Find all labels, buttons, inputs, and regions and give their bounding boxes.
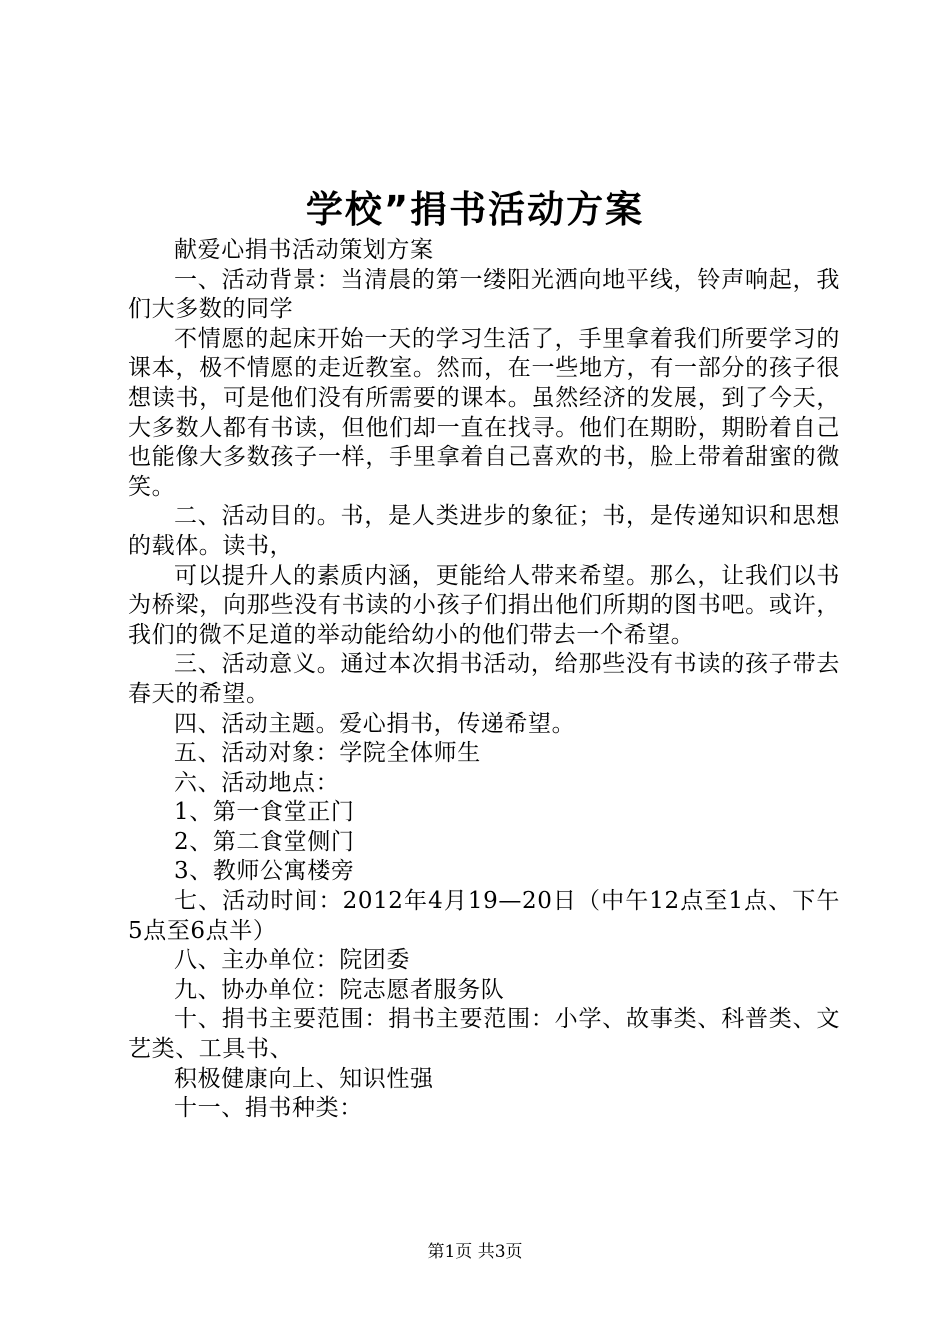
list-item: 1、第一食堂正门 bbox=[174, 799, 355, 826]
paragraph: 不情愿的起床开始一天的学习生活了，手里拿着我们所要学习的课本，极不情愿的走近教室。然而，在一些地方，有一部分的孩子很想读书，可是他们没有所需要的课本。虽然经济的发展，到了今天，大多数人都有书读，但他们却一直在找寻。他们在期盼，期盼着自己也能像大多数孩子一样，手里拿着自己喜欢的书，脸上带着甜蜜的微笑。 bbox=[128, 325, 840, 500]
document-title: 学校”捐书活动方案 bbox=[305, 188, 645, 231]
paragraph: 六、活动地点： bbox=[174, 769, 340, 796]
page-number-footer: 第1页 共3页 bbox=[427, 1242, 523, 1262]
paragraph: 积极健康向上、知识性强 bbox=[174, 1065, 434, 1092]
paragraph: 一、活动背景：当清晨的第一缕阳光洒向地平线，铃声响起，我们大多数的同学 bbox=[128, 266, 840, 323]
paragraph: 七、活动时间：2012年4月19—20日（中午12点至1点、下午5点至6点半） bbox=[128, 888, 840, 944]
paragraph: 十一、捐书种类： bbox=[174, 1095, 363, 1122]
paragraph: 八、主办单位：院团委 bbox=[174, 947, 410, 974]
paragraph: 十、捐书主要范围：捐书主要范围：小学、故事类、科普类、文艺类、工具书、 bbox=[128, 1006, 840, 1063]
paragraph: 二、活动目的。书，是人类进步的象征；书，是传递知识和思想的载体。读书， bbox=[128, 503, 840, 559]
paragraph: 三、活动意义。通过本次捐书活动，给那些没有书读的孩子带去春天的希望。 bbox=[128, 651, 840, 707]
paragraph: 四、活动主题。爱心捐书，传递希望。 bbox=[174, 710, 576, 737]
paragraph: 五、活动对象：学院全体师生 bbox=[174, 740, 481, 767]
paragraph: 九、协办单位：院志愿者服务队 bbox=[174, 976, 505, 1003]
list-item: 2、第二食堂侧门 bbox=[174, 828, 355, 855]
paragraph: 献爱心捐书活动策划方案 bbox=[174, 237, 434, 263]
document-body bbox=[128, 236, 840, 1124]
paragraph: 可以提升人的素质内涵，更能给人带来希望。那么，让我们以书为桥梁，向那些没有书读的小孩子们捐出他们所期的图书吧。或许，我们的微不足道的举动能给幼小的他们带去一个希望。 bbox=[128, 562, 840, 648]
list-item: 3、教师公寓楼旁 bbox=[174, 858, 355, 885]
